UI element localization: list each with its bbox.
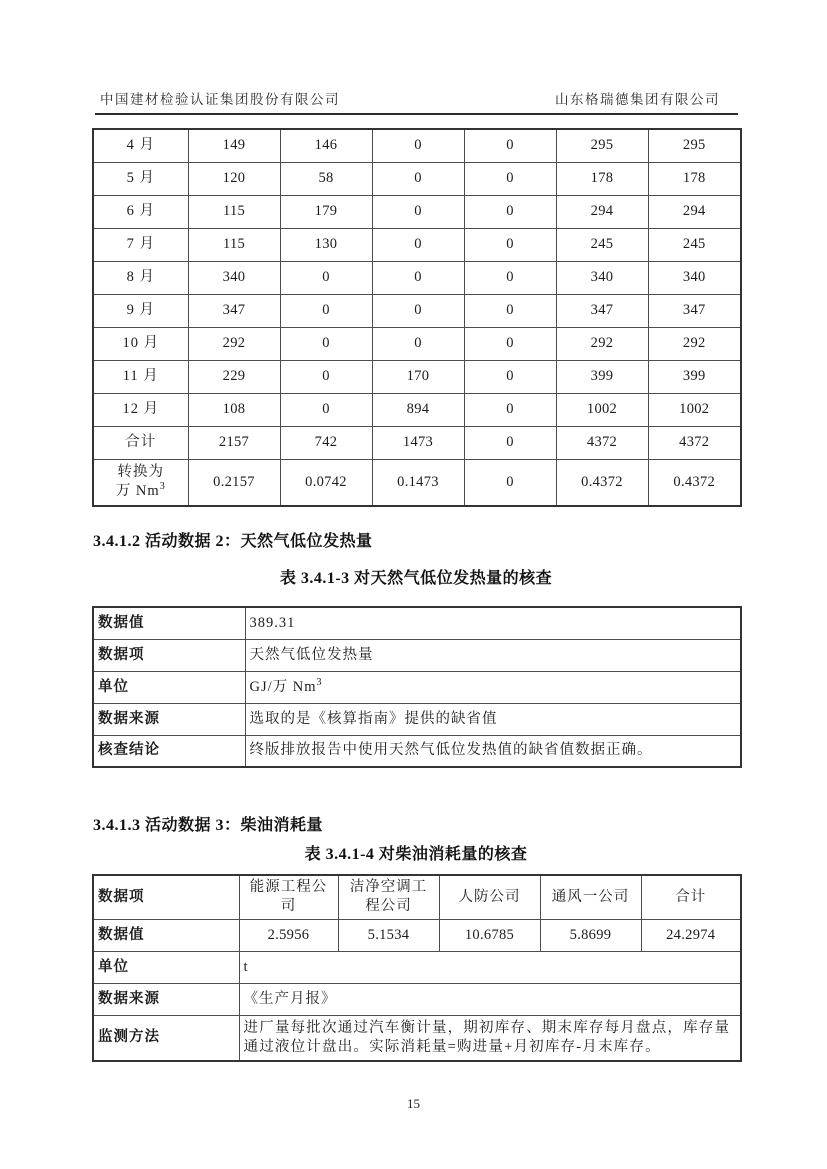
table-title-3413: 表 3.4.1-3 对天然气低位发热量的核查 [279, 570, 553, 587]
row-label-cell: 单位 [93, 671, 245, 703]
value-cell: 108 [188, 393, 280, 426]
table-row [93, 639, 741, 671]
row-label-cell: 数据项 [93, 639, 245, 671]
conversion-label-line2: 万 Nm [115, 483, 160, 500]
month-cell: 4 月 [93, 129, 188, 162]
month-cell: 10 月 [93, 327, 188, 360]
table-row [93, 162, 741, 195]
value-cell: 0 [464, 195, 556, 228]
header-rule [95, 113, 738, 115]
month-cell: 6 月 [93, 195, 188, 228]
column-header-cell: 人防公司 [439, 875, 540, 919]
value-cell: 0 [464, 327, 556, 360]
value-cell: 4372 [648, 426, 741, 459]
value-cell: 178 [648, 162, 741, 195]
value-cell: 179 [280, 195, 372, 228]
value-cell: 0 [280, 327, 372, 360]
table-row [93, 360, 741, 393]
value-cell: 0.4372 [556, 459, 648, 506]
table-row [93, 671, 741, 703]
value-cell: 0 [464, 426, 556, 459]
row-label-cell: 数据值 [93, 919, 239, 951]
value-cell: 115 [188, 195, 280, 228]
header-right-company: 山东格瑞德集团有限公司 [555, 92, 720, 107]
value-cell: 0.1473 [372, 459, 464, 506]
value-cell: 229 [188, 360, 280, 393]
value-cell: 0 [464, 459, 556, 506]
value-cell: 742 [280, 426, 372, 459]
table-row [93, 703, 741, 735]
value-cell: 170 [372, 360, 464, 393]
value-cell: 5.8699 [540, 919, 641, 951]
row-label-cell: 数据值 [93, 607, 245, 639]
table-row [93, 919, 741, 951]
table-row [93, 129, 741, 162]
table-row [93, 735, 741, 767]
value-cell: 294 [556, 195, 648, 228]
value-cell: 0.0742 [280, 459, 372, 506]
table-row [93, 607, 741, 639]
row-value-cell: 选取的是《核算指南》提供的缺省值 [245, 703, 741, 735]
row-value-cell: 《生产月报》 [239, 983, 741, 1015]
month-cell: 8 月 [93, 261, 188, 294]
value-cell: 178 [556, 162, 648, 195]
value-cell: 347 [188, 294, 280, 327]
natural-gas-heating-value-table [92, 606, 742, 768]
table-row [93, 261, 741, 294]
value-cell: 245 [648, 228, 741, 261]
table-row [93, 983, 741, 1015]
row-value-cell: 389.31 [245, 607, 741, 639]
unit-text: GJ/万 Nm [249, 678, 317, 695]
column-header-cell: 洁净空调工程公司 [338, 875, 439, 919]
value-cell: 0 [464, 294, 556, 327]
column-header-cell: 通风一公司 [540, 875, 641, 919]
value-cell: 1002 [648, 393, 741, 426]
value-cell: 1002 [556, 393, 648, 426]
value-cell: 0 [280, 294, 372, 327]
value-cell: 292 [188, 327, 280, 360]
conversion-label-cell [93, 459, 188, 506]
diesel-consumption-table [92, 874, 742, 1062]
value-cell: 340 [648, 261, 741, 294]
value-cell: 292 [648, 327, 741, 360]
table-row [93, 327, 741, 360]
value-cell: 0 [464, 228, 556, 261]
table-row-conversion [93, 459, 741, 506]
value-cell: 292 [556, 327, 648, 360]
table-title-3414: 表 3.4.1-4 对柴油消耗量的核查 [304, 846, 528, 863]
value-cell: 0 [464, 129, 556, 162]
table-header-row [93, 875, 741, 919]
row-label-cell: 核查结论 [93, 735, 245, 767]
table-row-total [93, 426, 741, 459]
value-cell: 0 [372, 162, 464, 195]
value-cell: 0 [372, 228, 464, 261]
value-cell: 894 [372, 393, 464, 426]
value-cell: 245 [556, 228, 648, 261]
value-cell: 0 [280, 393, 372, 426]
value-cell: 340 [556, 261, 648, 294]
table-row [93, 951, 741, 983]
value-cell: 294 [648, 195, 741, 228]
row-value-cell [245, 671, 741, 703]
value-cell: 149 [188, 129, 280, 162]
month-cell: 7 月 [93, 228, 188, 261]
row-label-cell: 监测方法 [93, 1015, 239, 1061]
value-cell: 295 [648, 129, 741, 162]
page-number: 15 [407, 1096, 420, 1111]
row-label-cell: 数据来源 [93, 983, 239, 1015]
table-row [93, 228, 741, 261]
row-label-cell: 单位 [93, 951, 239, 983]
report-header [100, 88, 720, 108]
value-cell: 0.4372 [648, 459, 741, 506]
row-label-cell: 数据来源 [93, 703, 245, 735]
table-row [93, 294, 741, 327]
value-cell: 120 [188, 162, 280, 195]
month-cell: 11 月 [93, 360, 188, 393]
value-cell: 5.1534 [338, 919, 439, 951]
value-cell: 146 [280, 129, 372, 162]
cubed-superscript: 3 [159, 481, 166, 493]
value-cell: 340 [188, 261, 280, 294]
value-cell: 0 [464, 261, 556, 294]
value-cell: 347 [556, 294, 648, 327]
value-cell: 0 [280, 261, 372, 294]
section-heading-3412: 3.4.1.2 活动数据 2：天然气低位发热量 [93, 533, 373, 550]
value-cell: 399 [648, 360, 741, 393]
table-row [93, 195, 741, 228]
value-cell: 0 [372, 261, 464, 294]
column-header-cell: 合计 [641, 875, 741, 919]
row-value-cell: 天然气低位发热量 [245, 639, 741, 671]
value-cell: 0 [372, 195, 464, 228]
month-cell: 5 月 [93, 162, 188, 195]
value-cell: 0 [372, 327, 464, 360]
value-cell: 10.6785 [439, 919, 540, 951]
value-cell: 0 [372, 294, 464, 327]
value-cell: 2.5956 [239, 919, 338, 951]
row-label-cell: 数据项 [93, 875, 239, 919]
monthly-consumption-table [92, 128, 742, 507]
value-cell: 0 [464, 393, 556, 426]
row-value-cell: 终版排放报告中使用天然气低位发热值的缺省值数据正确。 [245, 735, 741, 767]
value-cell: 347 [648, 294, 741, 327]
table-row [93, 393, 741, 426]
value-cell: 0 [280, 360, 372, 393]
value-cell: 2157 [188, 426, 280, 459]
table-row [93, 1015, 741, 1061]
value-cell: 0 [464, 360, 556, 393]
month-cell: 12 月 [93, 393, 188, 426]
value-cell: 0.2157 [188, 459, 280, 506]
value-cell: 24.2974 [641, 919, 741, 951]
row-value-cell: t [239, 951, 741, 983]
header-left-company: 中国建材检验认证集团股份有限公司 [100, 92, 340, 107]
cubed-superscript: 3 [316, 676, 323, 688]
row-value-cell: 进厂量每批次通过汽车衡计量，期初库存、期末库存每月盘点，库存量通过液位计盘出。实际消耗量=购进量+月初库存-月末库存。 [239, 1015, 741, 1061]
value-cell: 295 [556, 129, 648, 162]
value-cell: 399 [556, 360, 648, 393]
value-cell: 130 [280, 228, 372, 261]
value-cell: 115 [188, 228, 280, 261]
value-cell: 1473 [372, 426, 464, 459]
value-cell: 4372 [556, 426, 648, 459]
value-cell: 0 [464, 162, 556, 195]
total-label-cell: 合计 [93, 426, 188, 459]
value-cell: 58 [280, 162, 372, 195]
month-cell: 9 月 [93, 294, 188, 327]
column-header-cell: 能源工程公司 [239, 875, 338, 919]
conversion-label-line1: 转换为 [117, 464, 164, 481]
section-heading-3413: 3.4.1.3 活动数据 3：柴油消耗量 [93, 817, 324, 834]
value-cell: 0 [372, 129, 464, 162]
